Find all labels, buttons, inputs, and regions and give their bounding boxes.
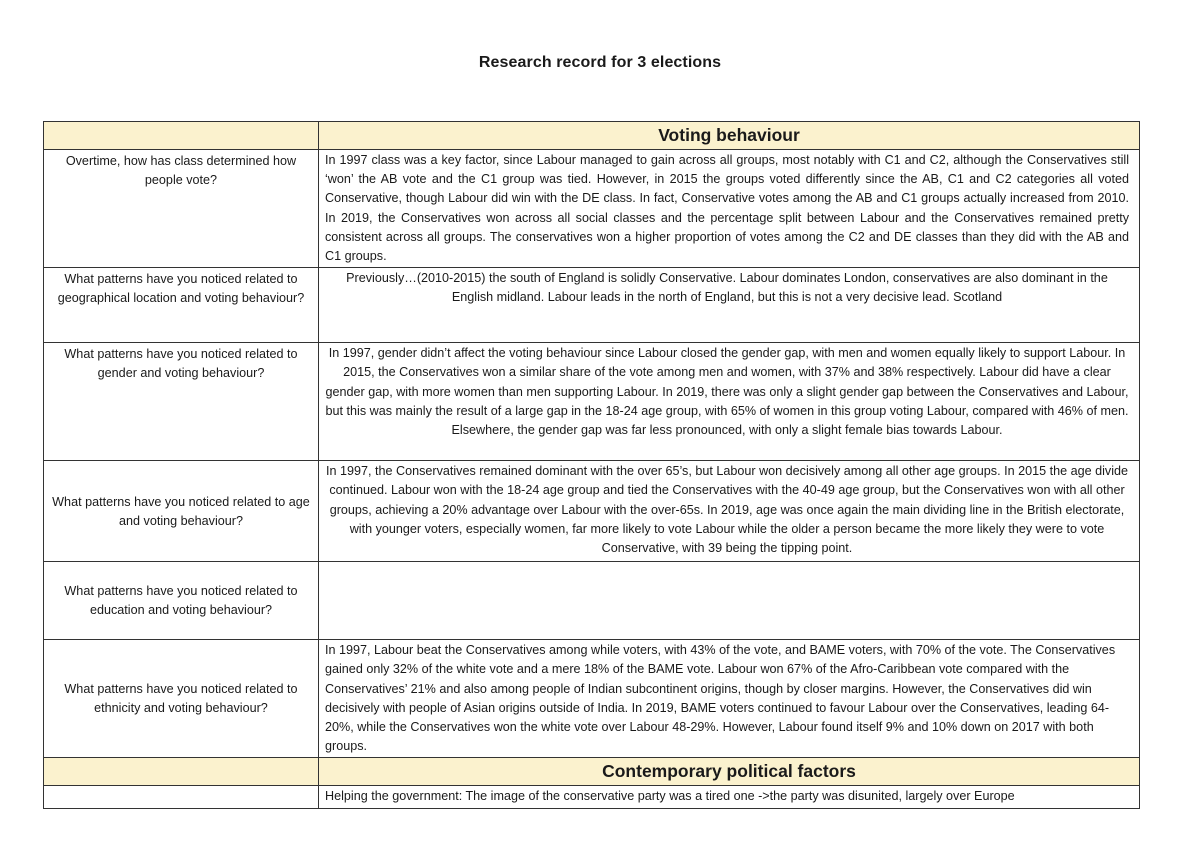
question-cell: What patterns have you noticed related to gender and voting behaviour? (44, 343, 319, 461)
answer-cell[interactable] (319, 562, 1140, 640)
header-row-voting (44, 122, 1140, 150)
table-row (44, 150, 1140, 268)
research-table (43, 121, 1140, 809)
answer-cell[interactable]: Helping the government: The image of the conservative party was a tired one ->the party was disunited, largely over Europe (319, 786, 1140, 808)
table-row (44, 786, 1140, 808)
answer-cell[interactable]: Previously…(2010-2015) the south of England is solidly Conservative. Labour dominates London, conservatives are also dominant in the English midland. Labour leads in the north of England, but this is not a very decisive lead. Scotland (319, 268, 1140, 343)
header-row-contemporary (44, 758, 1140, 786)
table-row (44, 640, 1140, 758)
answer-cell[interactable]: In 1997, gender didn’t affect the voting behaviour since Labour closed the gender gap, with men and women equally likely to support Labour. In 2015, the Conservatives won a similar share of the vote among men and women, with 37% and 38% respectively. Labour did have a clear gender gap, with more women than men supporting Labour. In 2019, there was only a slight gender gap between the Conservatives and Labour, but this was mainly the result of a large gap in the 18-24 age group, with 65% of women in this group voting Labour, compared with 46% of men. Elsewhere, the gender gap was far less pronounced, with only a slight female bias towards Labour. (319, 343, 1140, 461)
question-cell: What patterns have you noticed related to education and voting behaviour? (44, 562, 319, 640)
header-blank-cell (44, 122, 319, 150)
page-title: Research record for 3 elections (478, 54, 722, 71)
answer-cell[interactable]: In 1997, the Conservatives remained dominant with the over 65’s, but Labour won decisively among all other age groups. In 2015 the age divide continued. Labour won with the 18-24 age group and tied the Conservatives with the 40-49 age group, but the Conservatives won with all other groups, achieving a 20% advantage over Labour with the over-65s. In 2019, age was once again the main dividing line in the British electorate, with younger voters, especially women, far more likely to vote Labour while the older a person became the more likely they were to vote Conservative, with 39 being the tipping point. (319, 461, 1140, 562)
question-cell: What patterns have you noticed related to geographical location and voting behaviour? (44, 268, 319, 343)
question-cell: What patterns have you noticed related to ethnicity and voting behaviour? (44, 640, 319, 758)
table-row (44, 268, 1140, 343)
question-cell: What patterns have you noticed related to age and voting behaviour? (44, 461, 319, 562)
question-cell (44, 786, 319, 808)
header-blank-cell (44, 758, 319, 786)
question-cell: Overtime, how has class determined how people vote? (44, 150, 319, 268)
table-row (44, 343, 1140, 461)
table-row (44, 461, 1140, 562)
answer-cell[interactable]: In 1997 class was a key factor, since Labour managed to gain across all groups, most notably with C1 and C2, although the Conservatives still ‘won’ the AB vote and the C1 group was tied. However, in 2015 the groups voted differently since the AB, C1 and C2 categories all voted Conservative, though Labour did win with the DE class. In fact, Conservative votes among the AB and C1 groups actually increased from 2010. In 2019, the Conservatives won across all social classes and the percentage split between Labour and the Conservatives remained pretty consistent across all groups. The conservatives won a higher proportion of votes among the C2 and DE classes than they did with the AB and C1 groups. (319, 150, 1140, 268)
table-row (44, 562, 1140, 640)
section-voting-behaviour: Voting behaviour (319, 122, 1140, 150)
section-contemporary-political-factors: Contemporary political factors (319, 758, 1140, 786)
answer-cell[interactable]: In 1997, Labour beat the Conservatives among while voters, with 43% of the vote, and BAME voters, with 70% of the vote. The Conservatives gained only 32% of the white vote and a mere 18% of the BAME vote. Labour won 67% of the Afro-Caribbean vote compared with the Conservatives’ 21% and also among people of Indian subcontinent origins, though by closer margins. However, the Conservatives did win decisively with people of Asian origins outside of India. In 2019, BAME voters continued to favour Labour over the Conservatives, leading 64-20%, while the Conservatives won the white vote over Labour 48-29%. However, Labour found itself 9% and 10% down on 2017 with both groups. (319, 640, 1140, 758)
